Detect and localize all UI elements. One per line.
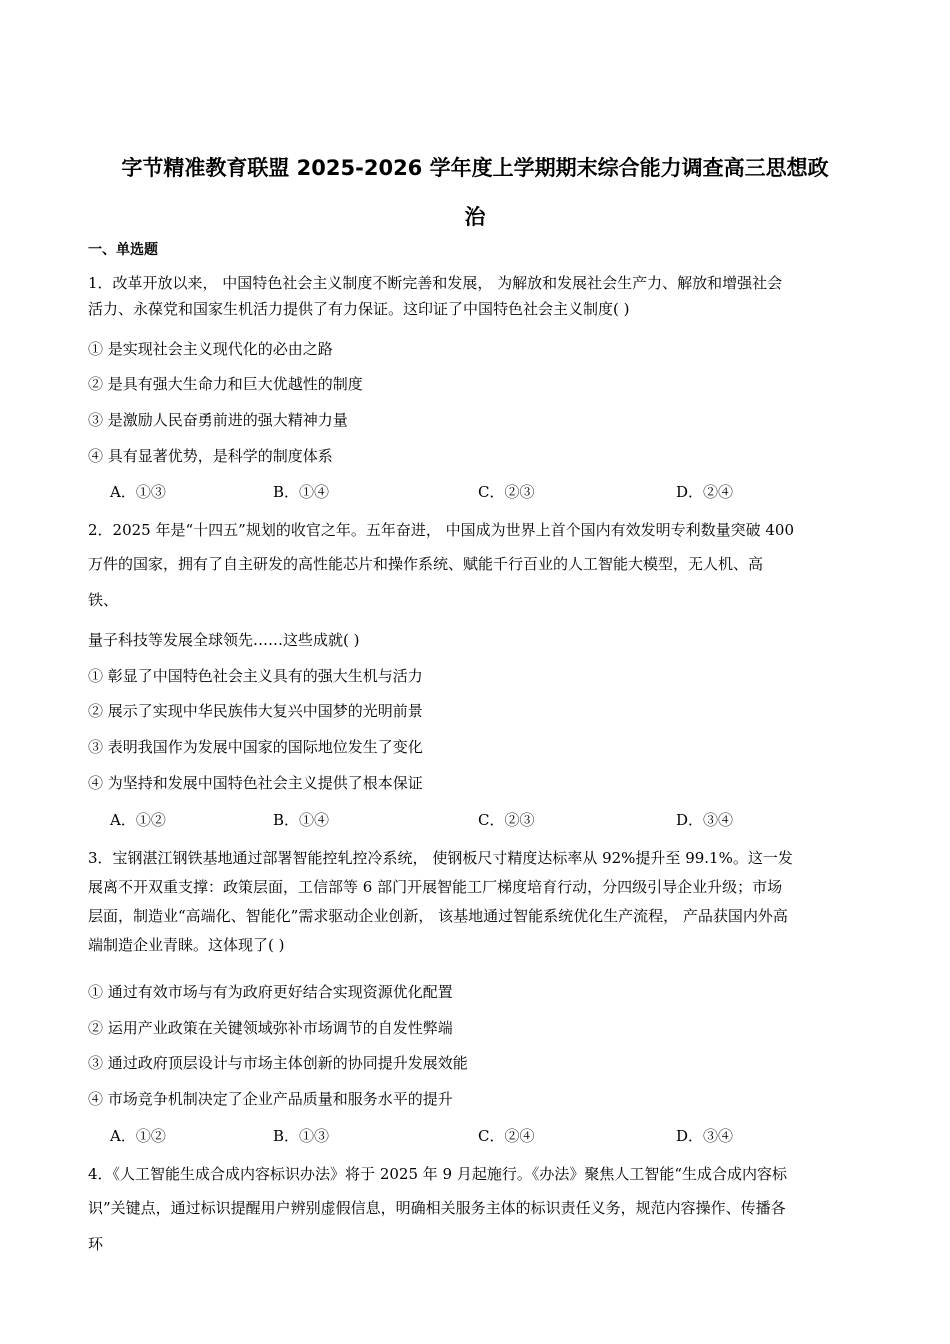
question-1-stem-line: 活力、永葆党和国家生机活力提供了有力保证。这印证了中国特色社会主义制度( ): [88, 300, 630, 318]
question-2-stem-line: 铁、: [88, 591, 119, 609]
question-4-stem-line: 识”关键点，通过标识提醒用户辨别虚假信息，明确相关服务主体的标识责任义务，规范内容操作、传播各: [88, 1199, 786, 1217]
question-1-option-d: D．②④: [676, 483, 734, 501]
question-3-option-c: C．②④: [478, 1127, 535, 1145]
question-3-option-a: A．①②: [110, 1127, 166, 1145]
question-3-statement: ② 运用产业政策在关键领域弥补市场调节的自发性弊端: [88, 1019, 453, 1037]
question-2-statement: ① 彰显了中国特色社会主义具有的强大生机与活力: [88, 667, 423, 685]
question-3-stem-line: 层面，制造业“高端化、智能化”需求驱动企业创新， 该基地通过智能系统优化生产流程， 产品获国内外高: [88, 907, 788, 925]
question-3-stem-line: 展离不开双重支撑：政策层面，工信部等 6 部门开展智能工厂梯度培育行动，分四级引导企业升级；市场: [88, 878, 783, 896]
section-heading: 一、单选题: [88, 242, 158, 258]
question-2-stem-line: 2．2025 年是“十四五”规划的收官之年。五年奋进， 中国成为世界上首个国内有效发明专利数量突破 400: [88, 521, 794, 539]
question-2-stem-line: 量子科技等发展全球领先……这些成就( ): [88, 631, 360, 649]
question-2-option-c: C．②③: [478, 811, 535, 829]
question-2-stem-line: 万件的国家，拥有了自主研发的高性能芯片和操作系统、赋能千行百业的人工智能大模型，无人机、高: [88, 555, 764, 573]
question-1-statement: ② 是具有强大生命力和巨大优越性的制度: [88, 375, 363, 393]
question-1-option-a: A．①③: [110, 483, 166, 501]
question-3-option-d: D．③④: [676, 1127, 734, 1145]
question-1-option-b: B．①④: [273, 483, 330, 501]
question-3-statement: ③ 通过政府顶层设计与市场主体创新的协同提升发展效能: [88, 1054, 468, 1072]
question-3-statement: ① 通过有效市场与有为政府更好结合实现资源优化配置: [88, 983, 453, 1001]
question-1-option-c: C．②③: [478, 483, 535, 501]
question-1-stem-line: 1．改革开放以来， 中国特色社会主义制度不断完善和发展， 为解放和发展社会生产力、解放和增强社会: [88, 274, 783, 292]
question-1-statement: ④ 具有显著优势，是科学的制度体系: [88, 447, 333, 465]
question-2-option-b: B．①④: [273, 811, 330, 829]
question-3-statement: ④ 市场竞争机制决定了企业产品质量和服务水平的提升: [88, 1090, 453, 1108]
question-2-option-d: D．③④: [676, 811, 734, 829]
question-4-stem-line: 环: [88, 1235, 104, 1253]
question-1-statement: ③ 是激励人民奋勇前进的强大精神力量: [88, 411, 348, 429]
question-2-option-a: A．①②: [110, 811, 166, 829]
document-title-line-1: 字节精准教育联盟 2025-2026 学年度上学期期末综合能力调查高三思想政: [121, 156, 829, 180]
question-4-stem-line: 4．《人工智能生成合成内容标识办法》将于 2025 年 9 月起施行。《办法》聚焦人工智能“生成合成内容标: [88, 1165, 788, 1183]
document-title-line-2: 治: [464, 205, 486, 229]
question-2-statement: ③ 表明我国作为发展中国家的国际地位发生了变化: [88, 738, 423, 756]
question-1-statement: ① 是实现社会主义现代化的必由之路: [88, 340, 333, 358]
question-3-stem-line: 端制造企业青睐。这体现了( ): [88, 936, 285, 954]
question-3-option-b: B．①③: [273, 1127, 330, 1145]
question-2-statement: ④ 为坚持和发展中国特色社会主义提供了根本保证: [88, 774, 423, 792]
question-3-stem-line: 3．宝钢湛江钢铁基地通过部署智能控轧控冷系统， 使钢板尺寸精度达标率从 92%提升至 99.1%。这一发: [88, 849, 793, 867]
question-2-statement: ② 展示了实现中华民族伟大复兴中国梦的光明前景: [88, 702, 423, 720]
